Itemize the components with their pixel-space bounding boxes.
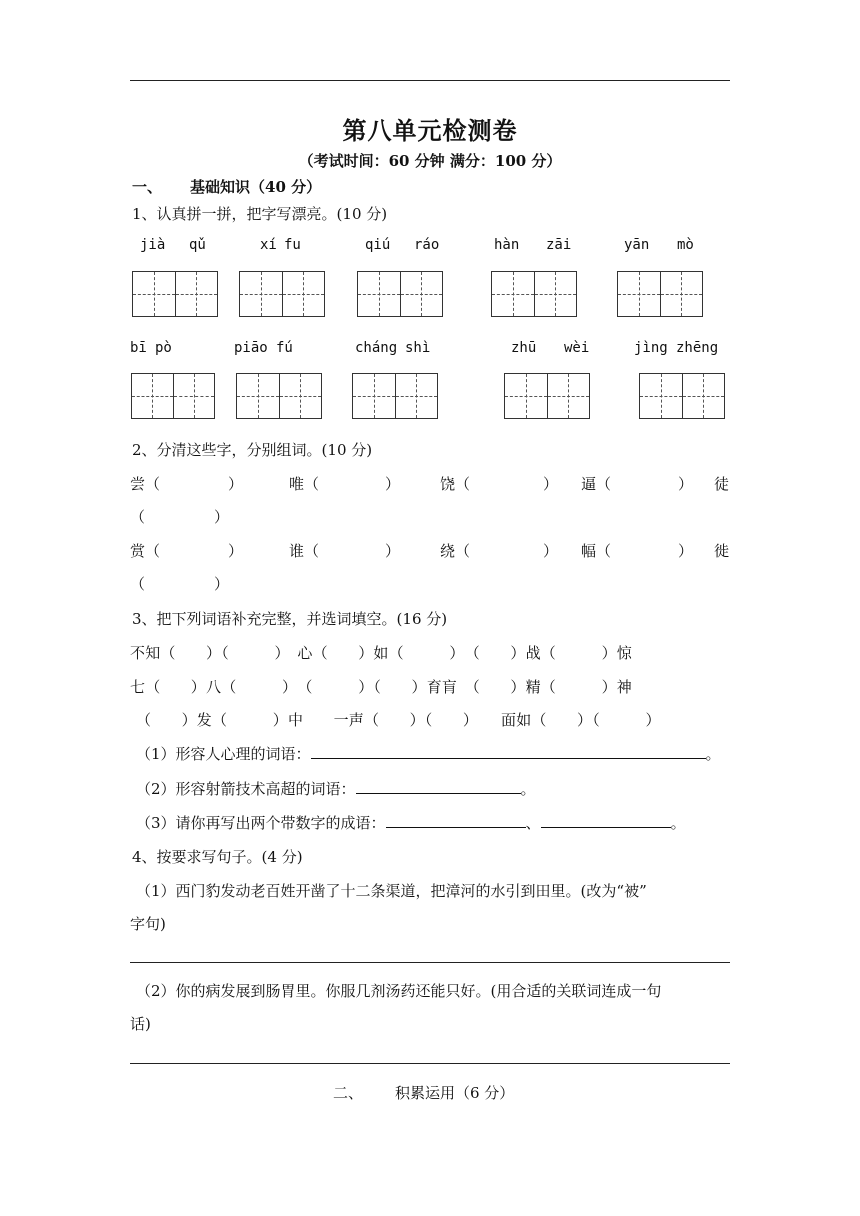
q2-item: ）: [228, 475, 244, 493]
q4-sentence-2: （2）你的病发展到肠胃里。你服几剂汤药还能只好。(用合适的关联词连成一句: [136, 982, 662, 1000]
section-2-label: 积累运用（6 分）: [395, 1084, 515, 1102]
answer-rule[interactable]: [130, 1063, 730, 1064]
section-1-label: 基础知识（40 分）: [190, 178, 322, 196]
pinyin: cháng: [355, 340, 398, 356]
pinyin: qǔ: [189, 237, 206, 253]
pinyin: fú: [276, 340, 293, 356]
pinyin: qiú: [365, 237, 391, 253]
q4-prompt: 4、按要求写句子。(4 分): [132, 848, 303, 866]
writing-grid[interactable]: [236, 373, 322, 419]
top-rule: [130, 80, 730, 81]
q2-prompt: 2、分清这些字，分别组词。(10 分): [132, 441, 373, 459]
q3-sub-2-end: 。: [520, 780, 536, 798]
q2-item: 逼（: [581, 475, 612, 493]
q2-item: 尝（: [130, 475, 161, 493]
q3-sub-1-end: 。: [705, 745, 721, 763]
section-2-number: 二、: [333, 1084, 364, 1102]
q3-sub-2-label: （2）形容射箭技术高超的词语：: [136, 780, 356, 798]
pinyin: shì: [405, 340, 431, 356]
pinyin: piāo: [234, 340, 268, 356]
pinyin: jià: [140, 237, 166, 253]
q2-item: ）: [214, 575, 230, 593]
writing-grid[interactable]: [504, 373, 590, 419]
writing-grid[interactable]: [352, 373, 438, 419]
answer-line[interactable]: [311, 744, 706, 759]
q2-item: ）: [678, 542, 694, 560]
q1-prompt: 1、认真拼一拼，把字写漂亮。(10 分): [132, 205, 388, 223]
pinyin: mò: [677, 237, 694, 253]
writing-grid[interactable]: [239, 271, 325, 317]
q2-item: 谁（: [289, 542, 320, 560]
q3-sub-1-label: （1）形容人心理的词语：: [136, 745, 311, 763]
q3-sub-3-end: 。: [670, 814, 686, 832]
page-title: 第八单元检测卷: [342, 116, 518, 145]
q3-prompt: 3、把下列词语补充完整，并选词填空。(16 分): [132, 610, 448, 628]
q3-idiom-line: 七（ ）八（ ） （ ）（ ）育肓 （ ）精（ ）神: [130, 678, 633, 696]
pinyin: zhēng: [676, 340, 719, 356]
q2-item: ）: [543, 475, 559, 493]
section-1-number: 一、: [132, 178, 163, 196]
q2-item: 赏（: [130, 542, 161, 560]
writing-grid[interactable]: [639, 373, 725, 419]
writing-grid[interactable]: [131, 373, 215, 419]
pinyin: wèi: [564, 340, 590, 356]
writing-grid[interactable]: [132, 271, 218, 317]
pinyin: zhū: [511, 340, 537, 356]
q2-item: 徙: [714, 542, 730, 560]
writing-grid[interactable]: [617, 271, 703, 317]
q2-item: ）: [214, 508, 230, 526]
q4-sentence-1: （1）西门豹发动老百姓开凿了十二条渠道，把漳河的水引到田里。(改为“被”: [136, 882, 647, 900]
pinyin: yān: [624, 237, 650, 253]
answer-rule[interactable]: [130, 962, 730, 963]
q2-item: ）: [543, 542, 559, 560]
q2-item: （: [130, 575, 146, 593]
q3-idiom-line: （ ）发（ ）中 一声（ ）（ ） 面如（ ）（ ）: [136, 711, 661, 729]
q3-idiom-line: 不知（ ）（ ） 心（ ）如（ ） （ ）战（ ）惊: [130, 644, 633, 662]
writing-grid[interactable]: [491, 271, 577, 317]
pinyin: xí: [260, 237, 277, 253]
pinyin: hàn: [494, 237, 520, 253]
q2-item: ）: [385, 475, 401, 493]
writing-grid[interactable]: [357, 271, 443, 317]
q3-sub-3: [136, 812, 686, 833]
q2-item: 徒: [714, 475, 730, 493]
answer-line[interactable]: [356, 779, 521, 794]
pinyin: ráo: [414, 237, 440, 253]
q3-sub-3-label: （3）请你再写出两个带数字的成语：: [136, 814, 386, 832]
q2-item: 饶（: [440, 475, 471, 493]
answer-line[interactable]: [541, 813, 671, 828]
q4-sentence-1-cont: 字句): [130, 915, 166, 933]
q3-sub-3-mid: 、: [525, 814, 541, 832]
q2-item: 幅（: [581, 542, 612, 560]
q4-sentence-2-cont: 话): [130, 1015, 151, 1033]
q3-sub-2: [136, 778, 536, 799]
q2-item: 唯（: [289, 475, 320, 493]
pinyin: zāi: [546, 237, 572, 253]
answer-line[interactable]: [386, 813, 526, 828]
pinyin: fu: [284, 237, 301, 253]
pinyin: pò: [155, 340, 172, 356]
q2-item: ）: [385, 542, 401, 560]
q2-item: 绕（: [440, 542, 471, 560]
pinyin: bī: [130, 340, 147, 356]
q2-item: ）: [228, 542, 244, 560]
q2-item: （: [130, 508, 146, 526]
q2-item: ）: [678, 475, 694, 493]
q3-sub-1: [136, 743, 721, 764]
pinyin: jìng: [634, 340, 668, 356]
page-subtitle: （考试时间：60 分钟 满分：100 分）: [298, 152, 562, 170]
